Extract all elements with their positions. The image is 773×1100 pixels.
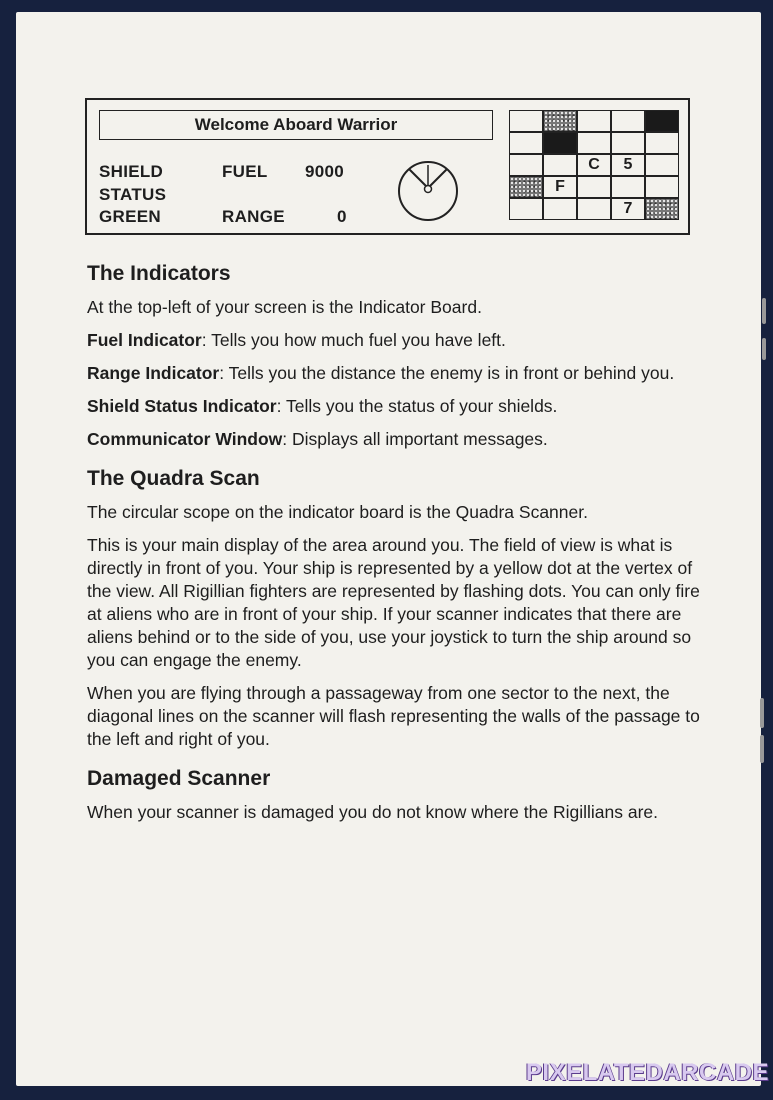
map-cell — [509, 132, 543, 154]
staple-top — [762, 298, 766, 324]
staple-bottom — [760, 698, 764, 728]
indicators-intro: At the top-left of your screen is the Indicator Board. — [87, 297, 482, 317]
map-cell — [543, 154, 577, 176]
staple-bottom-lower — [760, 735, 764, 763]
map-cell — [577, 132, 611, 154]
communicator-desc — [87, 428, 707, 451]
fuel-indicator-text: : Tells you how much fuel you have left. — [201, 330, 506, 350]
fuel-value: 9000 — [305, 162, 345, 181]
range-indicator-text: : Tells you the distance the enemy is in front or behind you. — [219, 363, 675, 383]
map-cell-dark — [645, 110, 679, 132]
map-cell-nebula — [543, 110, 577, 132]
map-cell-nebula — [509, 176, 543, 198]
heading-indicators: The Indicators — [87, 262, 231, 285]
communicator-text: : Displays all important messages. — [282, 429, 548, 449]
heading-quadra-scan: The Quadra Scan — [87, 467, 260, 490]
shield-label: SHIELD — [99, 162, 164, 181]
map-cell-7: 7 — [611, 198, 645, 220]
staple-top-lower — [762, 338, 766, 360]
map-cell-5: 5 — [611, 154, 645, 176]
fuel-indicator-desc — [87, 329, 707, 352]
map-cell — [645, 176, 679, 198]
map-cell-c: C — [577, 154, 611, 176]
heading-damaged-scanner: Damaged Scanner — [87, 767, 271, 790]
range-indicator-desc — [87, 362, 707, 385]
map-cell — [509, 154, 543, 176]
map-cell — [577, 198, 611, 220]
quadra-paragraph-1: The circular scope on the indicator board is the Quadra Scanner. — [87, 502, 588, 522]
shield-indicator-desc — [87, 395, 707, 418]
quadra-paragraph-3: When you are flying through a passageway from one sector to the next, the diagonal lines on the scanner will flash representing the walls of the passage to the left and right of you. — [87, 683, 700, 749]
map-cell — [645, 154, 679, 176]
map-cell — [611, 132, 645, 154]
map-cell — [577, 176, 611, 198]
map-cell — [577, 110, 611, 132]
fuel-label: FUEL — [222, 162, 268, 181]
map-cell — [509, 110, 543, 132]
shield-status-value: GREEN — [99, 207, 161, 226]
map-cell — [509, 198, 543, 220]
communicator-term: Communicator Window — [87, 429, 283, 449]
map-cell — [611, 176, 645, 198]
damaged-paragraph: When your scanner is damaged you do not know where the Rigillians are. — [87, 802, 659, 822]
shield-indicator-text: : Tells you the status of your shields. — [276, 396, 558, 416]
range-value: 0 — [337, 207, 347, 226]
map-cell-nebula — [645, 198, 679, 220]
status-label: STATUS — [99, 185, 167, 204]
range-indicator-term: Range Indicator — [87, 363, 220, 383]
map-cell-f: F — [543, 176, 577, 198]
map-cell — [645, 132, 679, 154]
indicator-board — [85, 98, 690, 235]
shield-indicator-term: Shield Status Indicator — [87, 396, 277, 416]
map-cell-dark — [543, 132, 577, 154]
quadra-paragraph-2: This is your main display of the area around you. The field of view is what is directly in front of you. Your ship is represented by a yellow dot at the vertex of the view. All Rigillian fighters are represented by flashing dots. You can only fire at aliens who are in front of your ship. If your scanner indicates that there are aliens behind or to the side of you, use your joystick to turn the ship around so you can engage the enemy. — [87, 535, 700, 670]
watermark-logo: PIXELATEDARCADE — [525, 1059, 769, 1086]
communicator-window: Welcome Aboard Warrior — [99, 110, 493, 140]
map-cell — [543, 198, 577, 220]
manual-content — [87, 262, 707, 824]
map-cell — [611, 110, 645, 132]
quadra-scanner-icon — [397, 160, 459, 222]
range-label: RANGE — [222, 207, 285, 226]
fuel-indicator-term: Fuel Indicator — [87, 330, 202, 350]
